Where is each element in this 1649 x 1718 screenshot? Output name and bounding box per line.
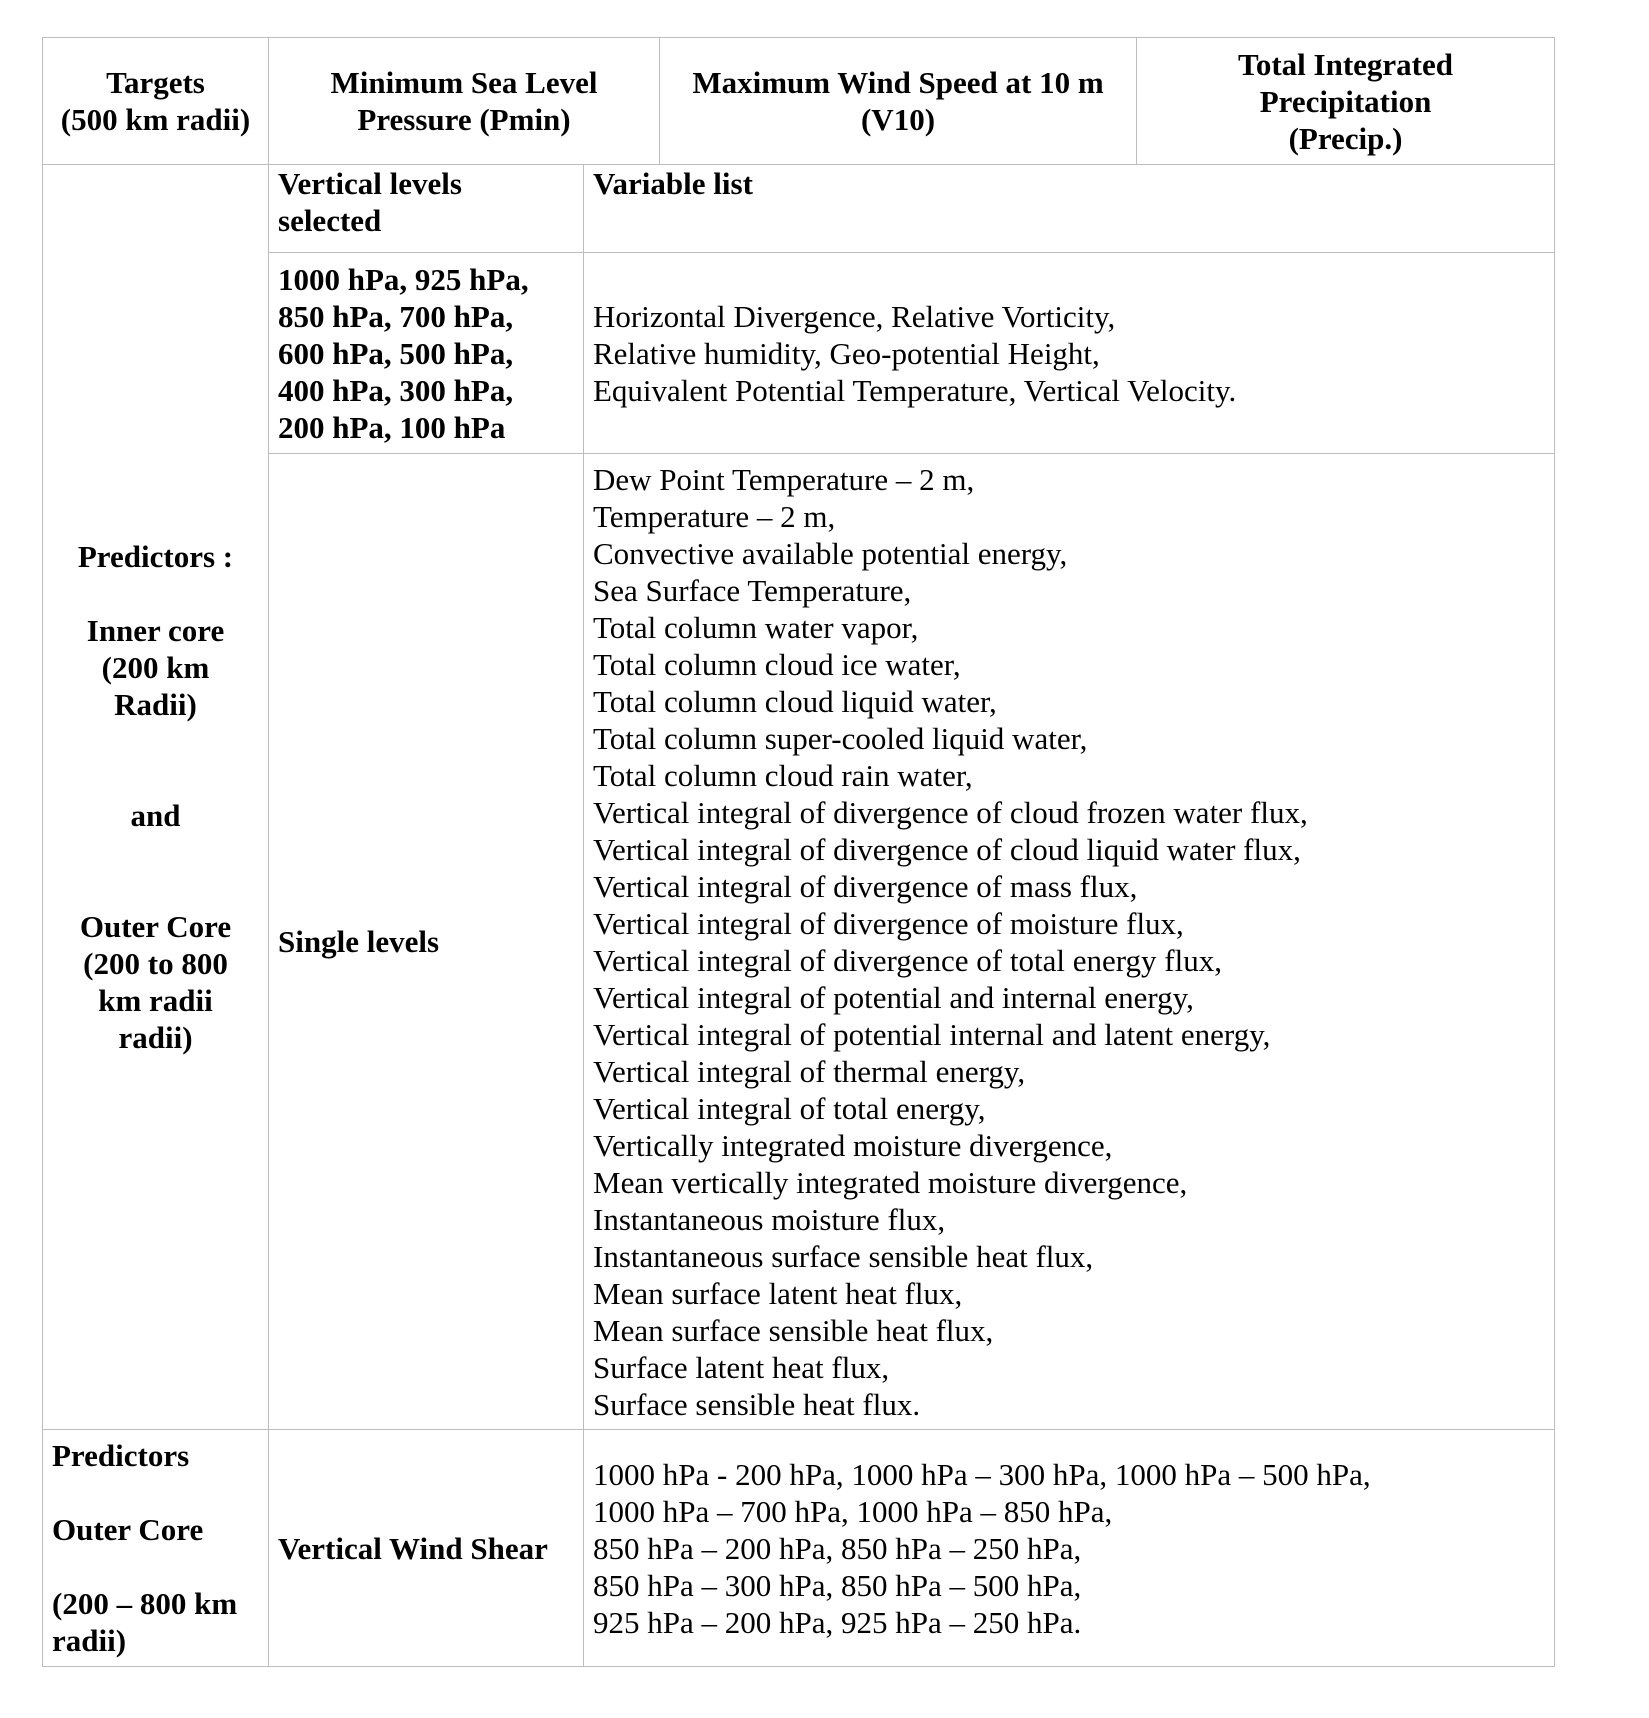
variable-item: Vertical integral of potential and internal energy, [593, 979, 1194, 1015]
variable-item: Vertical integral of divergence of cloud frozen water flux, [593, 794, 1308, 830]
variable-item: 925 hPa – 200 hPa, 925 hPa – 250 hPa. [593, 1604, 1082, 1640]
variable-item: Mean surface sensible heat flux, [593, 1312, 994, 1348]
predictors-inner-outer-label: Predictors : Inner core (200 km Radii) and Outer Core (200 to 800 km radii radii) [43, 165, 269, 1430]
predictor-table [42, 37, 1555, 1667]
wind-shear-variable-list [593, 1456, 1548, 1641]
variable-item: Total column cloud rain water, [593, 757, 973, 793]
header-v10: Maximum Wind Speed at 10 m (V10) [660, 38, 1137, 165]
subheader-variables: Variable list [584, 165, 1555, 253]
variable-item: Total column cloud liquid water, [593, 683, 997, 719]
subheader-row [43, 165, 1555, 253]
single-levels-variables [584, 454, 1555, 1430]
single-levels-label: Single levels [269, 454, 584, 1430]
header-pmin: Minimum Sea Level Pressure (Pmin) [269, 38, 660, 165]
variable-item: Total column super-cooled liquid water, [593, 720, 1088, 756]
variable-item: Vertical integral of divergence of cloud liquid water flux, [593, 831, 1301, 867]
pressure-levels-row [43, 253, 1555, 454]
variable-item: 850 hPa – 300 hPa, 850 hPa – 500 hPa, [593, 1567, 1082, 1603]
variable-item: Vertical integral of potential internal and latent energy, [593, 1016, 1271, 1052]
variable-item: 1000 hPa – 700 hPa, 1000 hPa – 850 hPa, [593, 1493, 1113, 1529]
variable-item: Vertical integral of divergence of moisture flux, [593, 905, 1184, 941]
header-targets: Targets (500 km radii) [43, 38, 269, 165]
single-levels-row [43, 454, 1555, 1430]
predictor-table-frame [42, 37, 1554, 1667]
variable-item: Mean vertically integrated moisture divergence, [593, 1164, 1188, 1200]
pressure-levels-variables: Horizontal Divergence, Relative Vorticity, Relative humidity, Geo-potential Height, Equivalent Potential Temperature, Vertical Velocity. [584, 253, 1555, 454]
variable-item: Vertical integral of divergence of total energy flux, [593, 942, 1222, 978]
variable-item: Mean surface latent heat flux, [593, 1275, 963, 1311]
wind-shear-variables [584, 1430, 1555, 1667]
variable-item: Total column water vapor, [593, 609, 919, 645]
variable-item: Temperature – 2 m, [593, 498, 836, 534]
variable-item: Vertical integral of thermal energy, [593, 1053, 1026, 1089]
header-row [43, 38, 1555, 165]
single-levels-variable-list [593, 461, 1548, 1423]
variable-item: Sea Surface Temperature, [593, 572, 912, 608]
variable-item: Vertical integral of total energy, [593, 1090, 986, 1126]
variable-item: Convective available potential energy, [593, 535, 1068, 571]
predictors-outer-label: Predictors Outer Core (200 – 800 km radii) [43, 1430, 269, 1667]
variable-item: Dew Point Temperature – 2 m, [593, 461, 975, 497]
pressure-levels-list: 1000 hPa, 925 hPa, 850 hPa, 700 hPa, 600 hPa, 500 hPa, 400 hPa, 300 hPa, 200 hPa, 100 hPa [269, 253, 584, 454]
variable-item: Vertical integral of divergence of mass flux, [593, 868, 1138, 904]
variable-item: Total column cloud ice water, [593, 646, 961, 682]
variable-item: 850 hPa – 200 hPa, 850 hPa – 250 hPa, [593, 1530, 1082, 1566]
wind-shear-row [43, 1430, 1555, 1667]
subheader-levels: Vertical levels selected [269, 165, 584, 253]
variable-item: Surface latent heat flux, [593, 1349, 890, 1385]
wind-shear-label: Vertical Wind Shear [269, 1430, 584, 1667]
header-precip: Total Integrated Precipitation (Precip.) [1137, 38, 1555, 165]
variable-item: Vertically integrated moisture divergence, [593, 1127, 1113, 1163]
variable-item: Instantaneous moisture flux, [593, 1201, 946, 1237]
variable-item: Surface sensible heat flux. [593, 1386, 921, 1422]
variable-item: 1000 hPa - 200 hPa, 1000 hPa – 300 hPa, 1000 hPa – 500 hPa, [593, 1456, 1371, 1492]
variable-item: Instantaneous surface sensible heat flux, [593, 1238, 1094, 1274]
